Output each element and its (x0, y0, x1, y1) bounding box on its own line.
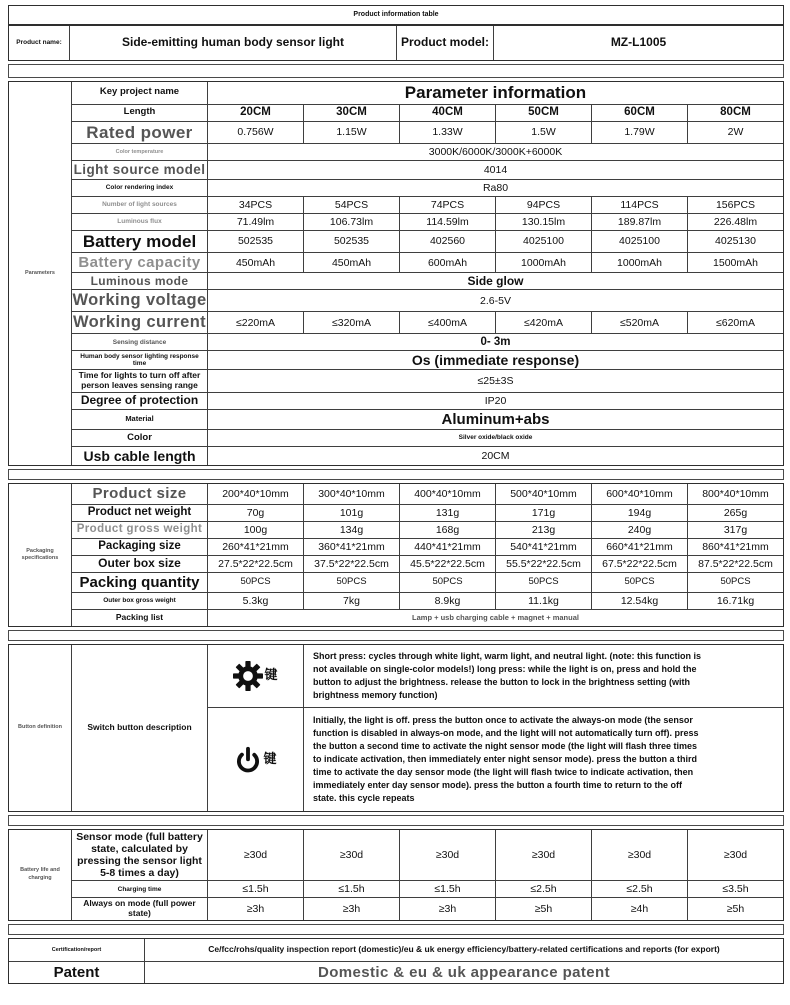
row-value: ≥3h (303, 897, 399, 920)
row-label: Always on mode (full power state) (71, 897, 207, 920)
spec-table-packaging (8, 483, 784, 627)
row-span-value: 2.6-5V (207, 289, 783, 311)
row-value: 265g (687, 504, 783, 521)
spacer-row (8, 64, 784, 78)
row-value: 540*41*21mm (495, 538, 591, 555)
category-label: Packaging specifications (21, 547, 59, 562)
row-label: Outer box size (71, 555, 207, 572)
row-span-value: ≤25±3S (207, 369, 783, 392)
row-value: ≥5h (687, 897, 783, 920)
row-value: 101g (303, 504, 399, 521)
row-value: 317g (687, 521, 783, 538)
row-value: 213g (495, 521, 591, 538)
row-label: Color (71, 429, 207, 446)
spacer-row (8, 630, 784, 641)
row-label: Packaging size (71, 538, 207, 555)
row-value: ≤420mA (495, 311, 591, 333)
row-value: ≥30d (495, 830, 591, 880)
row-value: 74PCS (399, 196, 495, 213)
row-value: 502535 (207, 230, 303, 253)
row-span-value: Side glow (207, 272, 783, 289)
row-value: 55.5*22*22.5cm (495, 555, 591, 572)
row-value: 71.49lm (207, 213, 303, 230)
row-value: ≥30d (687, 830, 783, 880)
product-model-label: Product model: (396, 26, 493, 60)
row-value: 200*40*10mm (207, 484, 303, 503)
row-value: 189.87lm (591, 213, 687, 230)
row-label: Product net weight (71, 504, 207, 521)
row-label: Product size (71, 484, 207, 503)
row-value: 130.15lm (495, 213, 591, 230)
row-value: 240g (591, 521, 687, 538)
row-value: ≤220mA (207, 311, 303, 333)
row-label: Number of light sources (71, 196, 207, 213)
row-value: ≤2.5h (591, 880, 687, 897)
row-value: ≥4h (591, 897, 687, 920)
row-label: Battery capacity (71, 252, 207, 272)
row-value: 87.5*22*22.5cm (687, 555, 783, 572)
row-value: 800*40*10mm (687, 484, 783, 503)
row-value: 134g (303, 521, 399, 538)
row-value: 360*41*21mm (303, 538, 399, 555)
row-value: 30CM (303, 104, 399, 121)
row-span-value: IP20 (207, 392, 783, 409)
row-value: 1000mAh (495, 252, 591, 272)
row-value: ≤2.5h (495, 880, 591, 897)
row-label: Sensing distance (71, 333, 207, 350)
row-value: 260*41*21mm (207, 538, 303, 555)
row-value: ≤320mA (303, 311, 399, 333)
row-span-value: Parameter information (207, 82, 783, 104)
switch-button-description-label: Switch button description (71, 645, 207, 811)
row-value: ≥3h (207, 897, 303, 920)
row-value: ≤1.5h (303, 880, 399, 897)
row-value: 100g (207, 521, 303, 538)
row-label: Material (71, 409, 207, 429)
row-value: 400*40*10mm (399, 484, 495, 503)
row-value: 7kg (303, 592, 399, 609)
row-span-value: Os (immediate response) (207, 350, 783, 369)
row-value: 50PCS (303, 572, 399, 592)
category-label: Button definition (18, 724, 62, 731)
row-value: 450mAh (207, 252, 303, 272)
page-title: Product information table (353, 10, 439, 18)
row-label: Sensor mode (full battery state, calculated by pressing the sensor light 5-8 times a day) (71, 830, 207, 880)
row-label: Human body sensor lighting response time (71, 350, 207, 369)
row-span-value: 20CM (207, 446, 783, 465)
cert-row-value: Domestic & eu & uk appearance patent (144, 961, 783, 983)
spacer-row (8, 924, 784, 935)
gear-icon (233, 661, 263, 691)
row-value: 1.79W (591, 121, 687, 144)
row-value: 194g (591, 504, 687, 521)
row-span-value: Aluminum+abs (207, 409, 783, 429)
cert-row-value: Ce/fcc/rohs/quality inspection report (domestic)/eu & uk energy efficiency/battery-related certifications and reports (for export) (144, 939, 783, 961)
row-label: Key project name (71, 82, 207, 104)
row-value: 27.5*22*22.5cm (207, 555, 303, 572)
product-model-value: MZ-L1005 (493, 26, 783, 60)
button-description-text: Initially, the light is off. press the button once to activate the always-on mode (the sensor function is disabled in always-on mode, and the light will not automatically turn off). press the button a second time to activate the night sensor mode (the light will flash three times to indicate activation, then immediately enter night sensor mode). press the button a third time to activate the day sensor mode (the light will flash twice to indicate activation, then immediately enter day sensor mode). press the button a fourth time to return to the off state. this cycle repeats (303, 707, 783, 811)
row-value: 37.5*22*22.5cm (303, 555, 399, 572)
row-value: 94PCS (495, 196, 591, 213)
row-value: 502535 (303, 230, 399, 253)
row-value: 1.5W (495, 121, 591, 144)
row-label: Packing list (71, 609, 207, 626)
row-value: 168g (399, 521, 495, 538)
row-label: Working voltage (72, 291, 207, 310)
row-value: 12.54kg (591, 592, 687, 609)
row-value: 131g (399, 504, 495, 521)
button-key-suffix: 键 (263, 751, 277, 767)
row-span-value: 3000K/6000K/3000K+6000K (207, 143, 783, 160)
row-value: 40CM (399, 104, 495, 121)
row-span-value: 4014 (207, 160, 783, 179)
button-description-text: Short press: cycles through white light, warm light, and neutral light. (note: this function is not available on single-color models!) long press: while the light is on, press and hold the button to adjust the brightness. release the button to lock in the brightness setting (with brightness memory function) (303, 645, 783, 707)
row-label: Outer box gross weight (71, 592, 207, 609)
row-value: ≤3.5h (687, 880, 783, 897)
row-label: Rated power (71, 121, 207, 144)
row-value: 80CM (687, 104, 783, 121)
row-value: 1000mAh (591, 252, 687, 272)
row-label: Battery model (71, 230, 207, 253)
row-span-value: Silver oxide/black oxide (207, 429, 783, 446)
spacer-row (8, 469, 784, 480)
row-value: 54PCS (303, 196, 399, 213)
cert-row-label: Certification/report (51, 946, 102, 953)
row-value: ≤520mA (591, 311, 687, 333)
row-value: 600mAh (399, 252, 495, 272)
row-value: 1500mAh (687, 252, 783, 272)
row-value: 50CM (495, 104, 591, 121)
product-name-label: Product name: (16, 39, 62, 47)
row-value: 70g (207, 504, 303, 521)
row-value: 450mAh (303, 252, 399, 272)
row-value: 45.5*22*22.5cm (399, 555, 495, 572)
row-value: 0.756W (207, 121, 303, 144)
row-value: 4025130 (687, 230, 783, 253)
row-label: Length (71, 104, 207, 121)
row-value: 50PCS (687, 572, 783, 592)
spec-table-certification (8, 938, 784, 984)
row-label: Luminous flux (71, 213, 207, 230)
row-value: 50PCS (399, 572, 495, 592)
row-label: Degree of protection (71, 392, 207, 409)
row-value: 660*41*21mm (591, 538, 687, 555)
row-value: 500*40*10mm (495, 484, 591, 503)
product-name-value: Side-emitting human body sensor light (69, 26, 396, 60)
row-value: 114PCS (591, 196, 687, 213)
row-label: Product gross weight (71, 521, 207, 538)
row-value: 156PCS (687, 196, 783, 213)
row-label: Packing quantity (71, 572, 207, 592)
row-span-value: Lamp + usb charging cable + magnet + manual (207, 609, 783, 626)
row-value: 106.73lm (303, 213, 399, 230)
row-label: Usb cable length (71, 446, 207, 465)
button-key-suffix: 键 (264, 667, 278, 683)
row-value: 34PCS (207, 196, 303, 213)
spacer-row (8, 815, 784, 826)
button-icon-cell (207, 645, 303, 707)
row-value: 11.1kg (495, 592, 591, 609)
row-value: 4025100 (495, 230, 591, 253)
row-value: 16.71kg (687, 592, 783, 609)
row-value: ≤1.5h (399, 880, 495, 897)
row-value: 2W (687, 121, 783, 144)
row-value: 50PCS (495, 572, 591, 592)
cert-row-label: Patent (9, 961, 144, 983)
row-value: ≥3h (399, 897, 495, 920)
power-icon (234, 746, 262, 774)
row-label: Time for lights to turn off after person leaves sensing range (71, 369, 207, 392)
row-value: ≤400mA (399, 311, 495, 333)
row-value: ≤620mA (687, 311, 783, 333)
row-value: 1.15W (303, 121, 399, 144)
row-value: 226.48lm (687, 213, 783, 230)
category-label: Parameters (25, 269, 55, 276)
row-value: 50PCS (207, 572, 303, 592)
spec-table-parameters (8, 81, 784, 466)
row-label: Color rendering index (71, 179, 207, 196)
row-span-value: Ra80 (207, 179, 783, 196)
row-value: 440*41*21mm (399, 538, 495, 555)
row-value: ≤1.5h (207, 880, 303, 897)
row-value: ≥30d (399, 830, 495, 880)
title-box (8, 5, 784, 25)
row-value: 114.59lm (399, 213, 495, 230)
row-value: 1.33W (399, 121, 495, 144)
spec-table-battery-life (8, 829, 784, 921)
category-label: Battery life and charging (20, 867, 60, 881)
row-value: 50PCS (591, 572, 687, 592)
row-value: 20CM (207, 104, 303, 121)
row-value: 5.3kg (207, 592, 303, 609)
row-value: ≥30d (591, 830, 687, 880)
row-value: ≥5h (495, 897, 591, 920)
row-value: 300*40*10mm (303, 484, 399, 503)
row-value: 860*41*21mm (687, 538, 783, 555)
row-value: ≥30d (207, 830, 303, 880)
row-span-value: 0- 3m (207, 333, 783, 350)
row-value: 8.9kg (399, 592, 495, 609)
row-value: 600*40*10mm (591, 484, 687, 503)
row-label: Working current (72, 313, 207, 332)
row-value: 67.5*22*22.5cm (591, 555, 687, 572)
spec-table-button-definition (8, 644, 784, 812)
row-label: Color temperature (71, 143, 207, 160)
row-label: Luminous mode (71, 272, 207, 289)
product-identity-row (8, 25, 784, 61)
row-label: Charging time (71, 880, 207, 897)
row-value: 4025100 (591, 230, 687, 253)
product-information-sheet (8, 5, 784, 984)
button-icon-cell (207, 707, 303, 811)
row-label: Light source model (71, 160, 207, 179)
row-value: 60CM (591, 104, 687, 121)
row-value: ≥30d (303, 830, 399, 880)
row-value: 171g (495, 504, 591, 521)
row-value: 402560 (399, 230, 495, 253)
